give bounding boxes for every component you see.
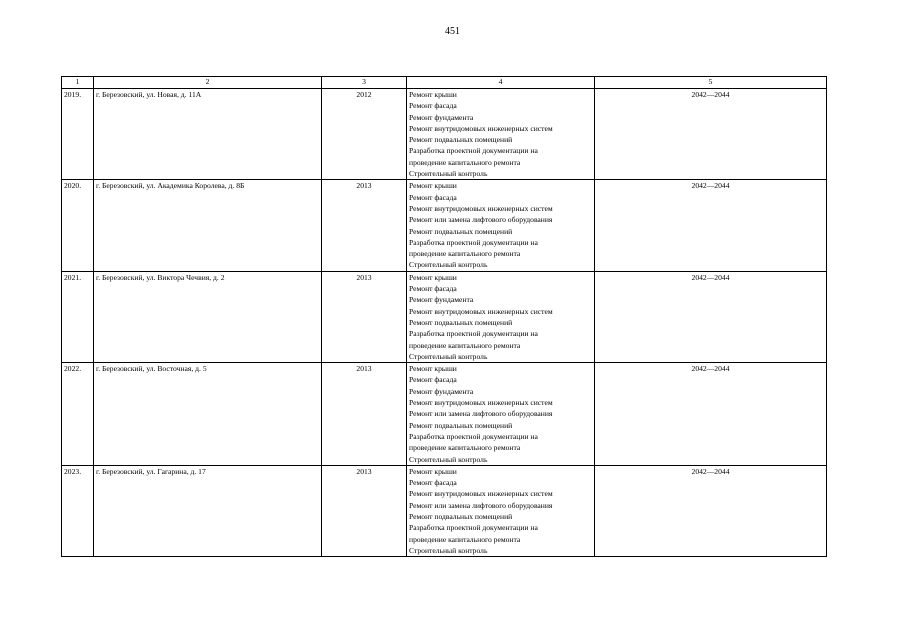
work-item: Ремонт фасада bbox=[409, 284, 457, 294]
table-row bbox=[62, 89, 827, 180]
work-item: Разработка проектной документации на bbox=[409, 146, 538, 156]
work-item: Ремонт подвальных помещений bbox=[409, 135, 513, 145]
address-cell: г. Березовский, ул. Гагарина, д. 17 bbox=[94, 465, 322, 556]
capital-repair-table bbox=[61, 76, 827, 557]
work-item: Ремонт фасада bbox=[409, 478, 457, 488]
work-item: Ремонт фундамента bbox=[409, 386, 474, 396]
work-item: Ремонт крыши bbox=[409, 364, 457, 374]
work-item: Разработка проектной документации на bbox=[409, 329, 538, 339]
work-item: Ремонт внутридомовых инженерных систем bbox=[409, 398, 553, 408]
work-item: Ремонт подвальных помещений bbox=[409, 226, 513, 236]
work-item: Ремонт внутридомовых инженерных систем bbox=[409, 123, 553, 133]
work-item: Ремонт крыши bbox=[409, 466, 457, 476]
column-header: 2 bbox=[94, 77, 322, 89]
page-number: 451 bbox=[445, 26, 460, 37]
table-header-row bbox=[62, 77, 827, 89]
commissioning-year-cell: 2012 bbox=[322, 89, 407, 180]
work-item: Ремонт внутридомовых инженерных систем bbox=[409, 203, 553, 213]
row-number: 2022. bbox=[62, 363, 94, 466]
column-header: 3 bbox=[322, 77, 407, 89]
work-item: Ремонт внутридомовых инженерных систем bbox=[409, 489, 553, 499]
table-body bbox=[62, 89, 827, 557]
work-item: Строительный контроль bbox=[409, 545, 488, 555]
work-item: Строительный контроль bbox=[409, 454, 488, 464]
column-header: 4 bbox=[407, 77, 595, 89]
work-item: Ремонт крыши bbox=[409, 181, 457, 191]
table-row bbox=[62, 363, 827, 466]
commissioning-year-cell: 2013 bbox=[322, 271, 407, 362]
column-header: 1 bbox=[62, 77, 94, 89]
table-row bbox=[62, 271, 827, 362]
planned-period-cell: 2042—2044 bbox=[595, 180, 827, 271]
works-cell bbox=[407, 271, 595, 362]
commissioning-year-cell: 2013 bbox=[322, 363, 407, 466]
row-number: 2023. bbox=[62, 465, 94, 556]
works-cell bbox=[407, 89, 595, 180]
work-item: Ремонт внутридомовых инженерных систем bbox=[409, 306, 553, 316]
work-item: Ремонт или замена лифтового оборудования bbox=[409, 500, 553, 510]
work-item: Ремонт фундамента bbox=[409, 295, 474, 305]
work-item: Строительный контроль bbox=[409, 260, 488, 270]
address-cell: г. Березовский, ул. Виктора Чечвия, д. 2 bbox=[94, 271, 322, 362]
works-cell bbox=[407, 180, 595, 271]
work-item: Строительный контроль bbox=[409, 351, 488, 361]
table-row bbox=[62, 465, 827, 556]
work-item: Ремонт подвальных помещений bbox=[409, 317, 513, 327]
work-item: проведение капитального ремонта bbox=[409, 443, 521, 453]
work-item: Ремонт или замена лифтового оборудования bbox=[409, 215, 553, 225]
work-item: Ремонт фасада bbox=[409, 101, 457, 111]
commissioning-year-cell: 2013 bbox=[322, 465, 407, 556]
work-item: Разработка проектной документации на bbox=[409, 431, 538, 441]
work-item: Ремонт крыши bbox=[409, 272, 457, 282]
works-cell bbox=[407, 465, 595, 556]
works-cell bbox=[407, 363, 595, 466]
work-item: Разработка проектной документации на bbox=[409, 237, 538, 247]
table-row bbox=[62, 180, 827, 271]
row-number: 2021. bbox=[62, 271, 94, 362]
work-item: Ремонт крыши bbox=[409, 90, 457, 99]
work-item: Ремонт подвальных помещений bbox=[409, 511, 513, 521]
address-cell: г. Березовский, ул. Академика Королева, д. 8Б bbox=[94, 180, 322, 271]
work-item: Ремонт или замена лифтового оборудования bbox=[409, 409, 553, 419]
work-item: проведение капитального ремонта bbox=[409, 534, 521, 544]
work-item: Ремонт подвальных помещений bbox=[409, 420, 513, 430]
commissioning-year-cell: 2013 bbox=[322, 180, 407, 271]
work-item: Строительный контроль bbox=[409, 169, 488, 179]
address-cell: г. Березовский, ул. Восточная, д. 5 bbox=[94, 363, 322, 466]
work-item: проведение капитального ремонта bbox=[409, 340, 521, 350]
row-number: 2019. bbox=[62, 89, 94, 180]
planned-period-cell: 2042—2044 bbox=[595, 465, 827, 556]
work-item: Ремонт фасада bbox=[409, 375, 457, 385]
address-cell: г. Березовский, ул. Новая, д. 11А bbox=[94, 89, 322, 180]
work-item: проведение капитального ремонта bbox=[409, 249, 521, 259]
row-number: 2020. bbox=[62, 180, 94, 271]
work-item: Разработка проектной документации на bbox=[409, 523, 538, 533]
work-item: проведение капитального ремонта bbox=[409, 157, 521, 167]
planned-period-cell: 2042—2044 bbox=[595, 363, 827, 466]
work-item: Ремонт фасада bbox=[409, 192, 457, 202]
column-header: 5 bbox=[595, 77, 827, 89]
planned-period-cell: 2042—2044 bbox=[595, 89, 827, 180]
planned-period-cell: 2042—2044 bbox=[595, 271, 827, 362]
work-item: Ремонт фундамента bbox=[409, 112, 474, 122]
